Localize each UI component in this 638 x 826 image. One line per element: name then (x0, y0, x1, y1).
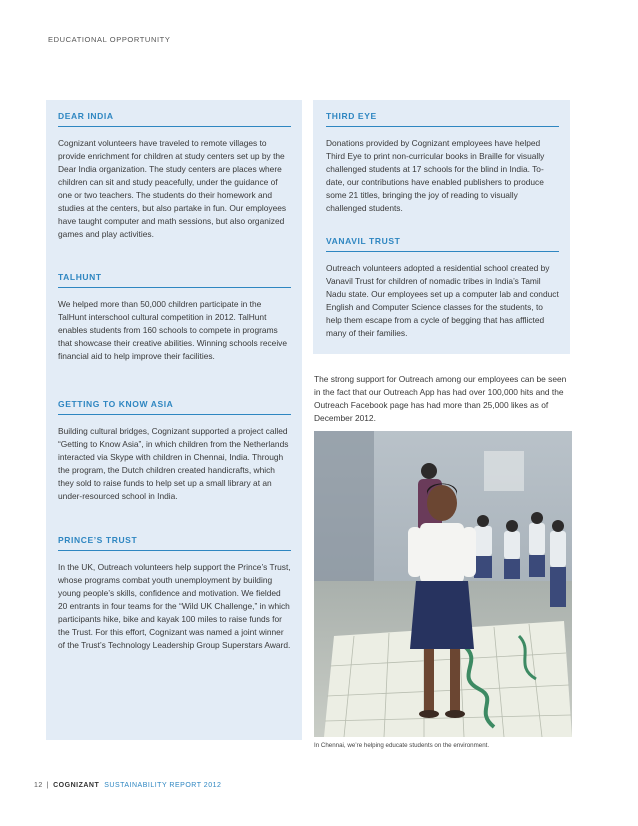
getting-to-know-asia-entry (58, 399, 291, 503)
third-eye-title: THIRD EYE (326, 111, 559, 127)
talhunt-title: TALHUNT (58, 272, 291, 288)
section-label: EDUCATIONAL OPPORTUNITY (48, 35, 171, 44)
third-eye-body: Donations provided by Cognizant employees have helped Third Eye to print non-curricular books in Braille for visually challenged students at 17 schools for the blind in India. To-date, our contributions have enabled publishers to produce some 21 titles, bringing the joy of reading to visually challenged students. (326, 138, 545, 213)
classroom-photo-illustration (314, 431, 572, 737)
princes-trust-body: In the UK, Outreach volunteers help support the Prince’s Trust, whose programs combat youth unemployment by building young people’s skills, confidence and motivation. We fielded 20 entrants in four teams for the “Wild UK Challenge,” in which participants hike, bike and kayak 100 miles to raise funds for the Trust. For this effort, Cognizant was named a joint winner of the Trust’s Technology Leadership Group Superstars Award. (58, 562, 291, 650)
princes-trust-title: PRINCE’S TRUST (58, 535, 291, 551)
third-eye-entry (326, 111, 559, 215)
vanavil-trust-entry (326, 236, 559, 340)
page-number: 12 (34, 782, 43, 789)
dear-india-entry (58, 111, 291, 241)
classroom-photo (314, 431, 572, 737)
dear-india-title: DEAR INDIA (58, 111, 291, 127)
talhunt-body: We helped more than 50,000 children participate in the TalHunt interschool cultural competition in 2012. TalHunt enables students from 160 schools to compete in programs that showcase their creative abilities. Winning schools receive financial aid to help improve their facilities. (58, 299, 288, 361)
vanavil-trust-title: VANAVIL TRUST (326, 236, 559, 252)
outreach-paragraph: The strong support for Outreach among our employees can be seen in the fact that our Outreach App has had over 100,000 hits and the Outreach Facebook page has had more than 25,000 likes as of December 2012. (314, 374, 567, 423)
getting-to-know-asia-body: Building cultural bridges, Cognizant supported a project called “Getting to Know Asia”, in which children from the Netherlands interacted via Skype with children in Chennai, India. Through the program, the Dutch children created handicrafts, which they sold to raise funds to help set up a small library at an under-resourced school in India. (58, 426, 289, 501)
princes-trust-entry (58, 535, 291, 652)
talhunt-entry (58, 272, 291, 363)
dear-india-body: Cognizant volunteers have traveled to remote villages to provide enrichment for children at study centers set up by the Dear India organization. The study centers are places where children can sit and study peacefully, under the guidance of one or two teachers. The students do their homework and studies at the centers, but also partake in fun. Our employees have taught computer and math sessions, but also organized games and play activities. (58, 138, 287, 239)
vanavil-trust-body: Outreach volunteers adopted a residential school created by Vanavil Trust for children of nomadic tribes in India’s Tamil Nadu state. Our employees set up a computer lab and conduct English and Computer Science classes for the students, to help them escape from a cycle of begging that has afflicted many of their families. (326, 263, 559, 338)
footer-brand: COGNIZANT (53, 782, 100, 789)
page-footer (34, 782, 221, 789)
footer-separator: | (46, 782, 50, 789)
footer-report-title: SUSTAINABILITY REPORT 2012 (104, 782, 222, 789)
photo-caption: In Chennai, we’re helping educate students on the environment. (314, 742, 490, 749)
getting-to-know-asia-title: GETTING TO KNOW ASIA (58, 399, 291, 415)
